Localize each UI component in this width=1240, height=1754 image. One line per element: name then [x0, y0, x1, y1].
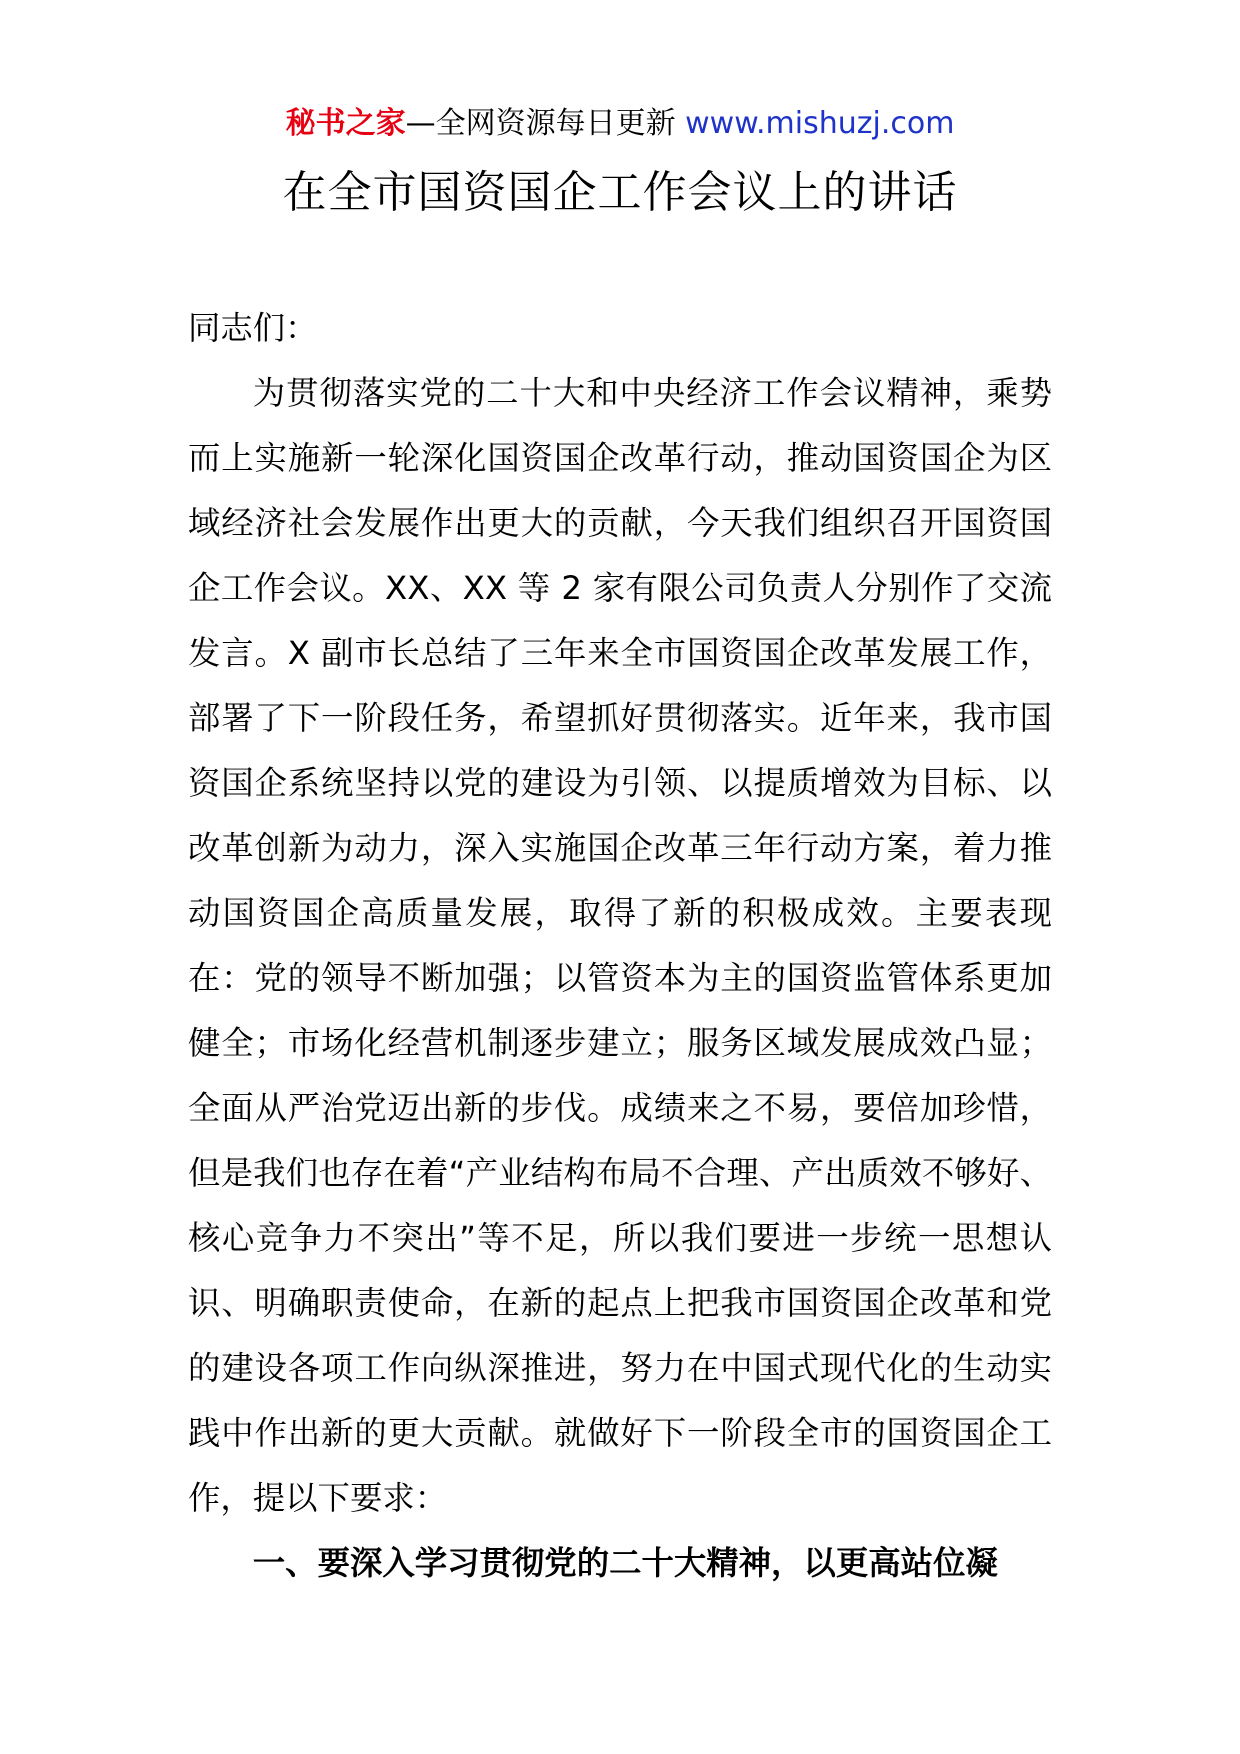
section-heading: 一、要深入学习贯彻党的二十大精神，以更高站位凝: [252, 1544, 998, 1582]
brand-name: 秘书之家: [285, 106, 406, 141]
document-body: [188, 296, 1052, 1596]
site-url-link[interactable]: www.mishuzj.com: [685, 106, 955, 141]
salutation: 同志们：: [188, 309, 318, 347]
header-tagline: —全网资源每日更新: [405, 106, 686, 141]
body-paragraph: 为贯彻落实党的二十大和中央经济工作会议精神，乘势而上实施新一轮深化国资国企改革行动，推动国资国企为区域经济社会发展作出更大的贡献，今天我们组织召开国资国企工作会议。XX、XX 等 2 家有限公司负责人分别作了交流发言。X 副市长总结了三年来全市国资国企改革发展工作，部署了下一阶段任务，希望抓好贯彻落实。近年来，我市国资国企系统坚持以党的建设为引领、以提质增效为目标、以改革创新为动力，深入实施国企改革三年行动方案，着力推动国资国企高质量发展，取得了新的积极成效。主要表现在：党的领导不断加强；以管资本为主的国资监管体系更加健全；市场化经营机制逐步建立；服务区域发展成效凸显；全面从严治党迈出新的步伐。成绩来之不易，要倍加珍惜，但是我们也存在着“产业结构布局不合理、产出质效不够好、核心竞争力不突出”等不足，所以我们要进一步统一思想认识、明确职责使命，在新的起点上把我市国资国企改革和党的建设各项工作向纵深推进，努力在中国式现代化的生动实践中作出新的更大贡献。就做好下一阶段全市的国资国企工作，提以下要求：: [188, 374, 1052, 1517]
document-title: 在全市国资国企工作会议上的讲话: [282, 167, 958, 218]
source-header: [0, 102, 1240, 146]
